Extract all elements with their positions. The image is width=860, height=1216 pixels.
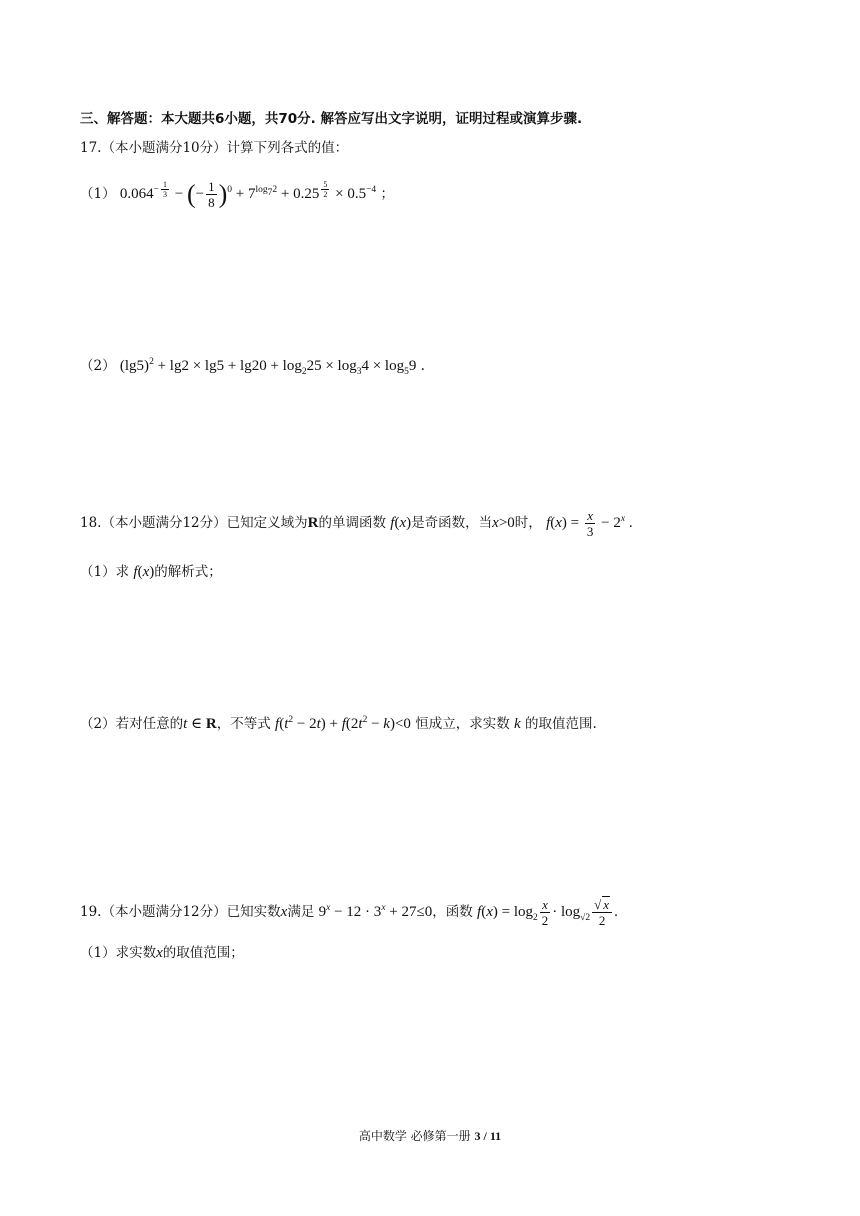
q18-k: k	[514, 716, 521, 732]
q18-t-in-r: t ∈ R	[183, 716, 217, 732]
page-number: 3 / 11	[474, 1129, 502, 1143]
q19-stem-c: ，函数	[432, 904, 473, 920]
q19-stem	[80, 892, 800, 932]
q18-part1-label: （1）求	[80, 564, 130, 580]
q17-part2-formula: $(\lg 5)^2 + \lg 2 \times \lg 5 + \lg 20 + \log_225 \times \log_34 \times \log_59$	[119, 357, 417, 377]
q18-part2-text-b: 恒成立，求实数	[415, 716, 510, 732]
q17-part1-label: （1）	[80, 186, 116, 202]
q18-part1-fx: f(x)	[133, 564, 155, 580]
q18-cond: x>0	[492, 515, 515, 531]
q18-part2-label: （2）若对任意的	[80, 716, 184, 732]
q17-stem: 17.（本小题满分10分）计算下列各式的值：	[80, 140, 349, 156]
q19-part1-label: （1）求实数	[80, 945, 157, 961]
q17-part1-formula: $0.064^{- \frac{1}{3}}$ − (− $\frac{1}{8}$ )$^0 + 7^{log_72} + 0.25$ $^{\frac{5}{2}}$ × $0.5^{-4}$	[119, 179, 377, 211]
q19-function: $f(x) = \log_2$ $\frac{x}{2}$ · $\log_{√2}$ $\frac{√ x}{2}$ .	[477, 897, 618, 929]
q17-part2-end: .	[420, 358, 425, 374]
q19-condition: $9^x - 12 \cdot 3^x + 27\le 0$	[318, 903, 433, 920]
q18-stem-b: 的单调函数	[318, 515, 386, 531]
q19-stem-b: 满足	[287, 904, 315, 920]
q19-part1-text: 的取值范围；	[162, 945, 244, 961]
q17-part2-label: （2）	[80, 358, 116, 374]
q18-domain-r: R	[307, 515, 319, 531]
q18-stem	[80, 506, 800, 540]
q19-stem-a: 19.（本小题满分12分）已知实数	[80, 904, 281, 920]
q18-stem-a: 18.（本小题满分12分）已知定义域为	[80, 515, 308, 531]
q18-fx: f(x)	[390, 515, 412, 531]
q18-stem-d: 时，	[514, 515, 542, 531]
q18-definition: f(x) = $\frac{x}{3}$ − $2^x$ .	[546, 508, 633, 540]
q19-part1	[80, 940, 800, 966]
q18-stem-c: 是奇函数，当	[411, 515, 493, 531]
q17-part1-end: ；	[380, 186, 394, 202]
q18-part2-text-c: 的取值范围.	[524, 716, 597, 732]
q19-part1-x: x	[156, 945, 163, 961]
section-heading: 三、解答题：本大题共6小题，共70分. 解答应写出文字说明，证明过程或演算步骤.	[80, 111, 583, 127]
q18-part2	[80, 710, 800, 738]
footer-text: 高中数学 必修第一册	[358, 1129, 471, 1143]
q18-part2-text-a: ，不等式	[216, 716, 271, 732]
q17-part1	[80, 172, 800, 216]
q18-part1-text: 的解析式；	[154, 564, 222, 580]
q18-inequality: $f(t^2 - 2t) + f(2t^2 - k)<0$	[275, 715, 411, 732]
q19-x: x	[280, 904, 288, 920]
q17-part2	[80, 351, 800, 381]
page-footer	[0, 1127, 860, 1144]
q18-part1	[80, 558, 800, 586]
